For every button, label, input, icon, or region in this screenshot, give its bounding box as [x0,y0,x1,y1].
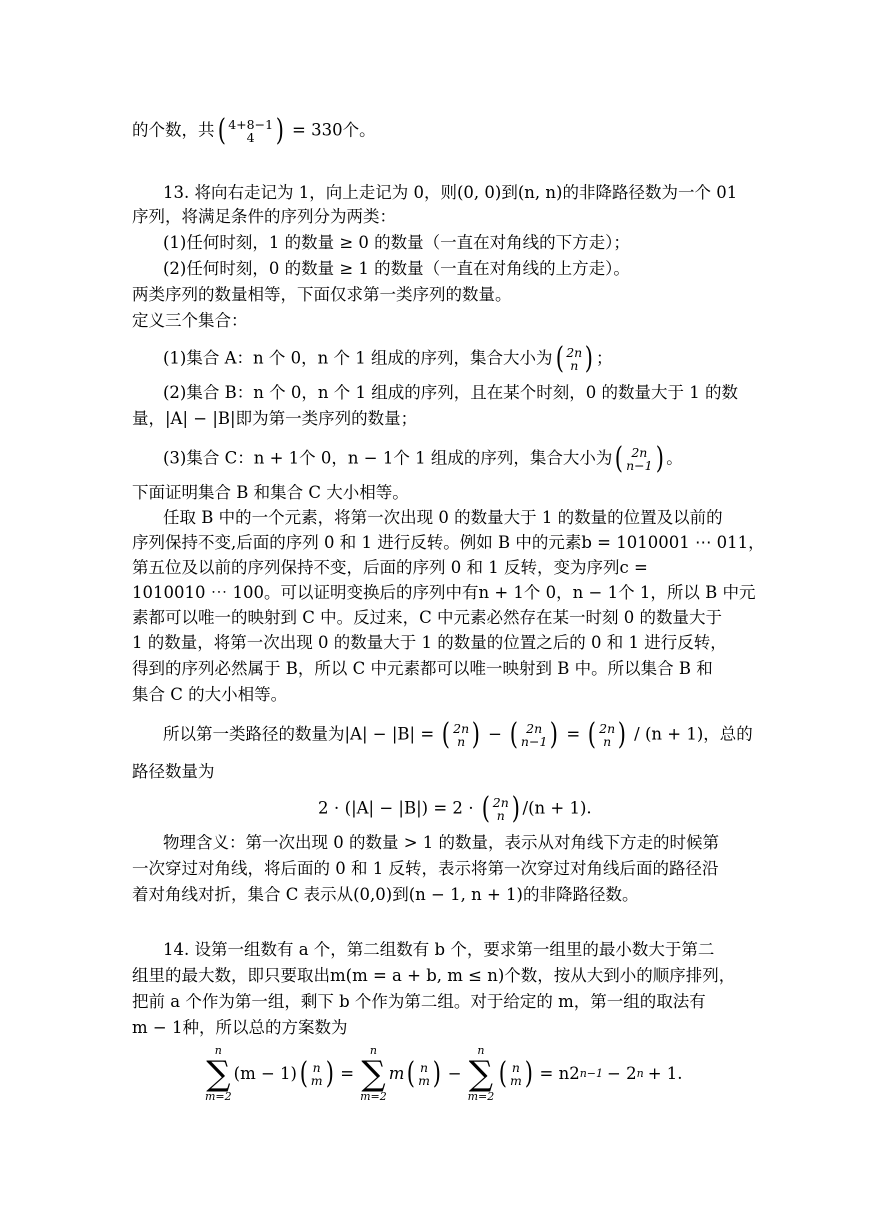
text-span: 素都可以唯一的映射到 C 中。反过来，C 中元素必然存在某一时刻 0 的数量大于 [132,608,722,627]
binom-bottom: m [418,1073,431,1088]
text-span: 路径数量为 [132,762,215,781]
text-span: / (n + 1)，总的 [634,724,753,744]
text-span: = n2 [539,1064,580,1083]
text-span: 得到的序列必然属于 B，所以 C 中元素都可以唯一映射到 B 中。所以集合 B 和 [132,659,713,678]
binom-bottom: m [509,1073,522,1088]
text-span: (2)任何时刻，0 的数量 ≥ 1 的数量（一直在对角线的上方走）。 [163,259,630,278]
binomial: ( 2n n ) [588,717,627,752]
display-formula [203,1046,683,1102]
sum-lower-limit: m=2 [205,1090,232,1103]
text-span: (3)集合 C：n + 1个 0，n − 1个 1 组成的序列，集合大小为 [163,448,613,468]
text-span: 1 的数量，将第一次出现 0 的数量大于 1 的数量的位置之后的 0 和 1 进行反转， [132,633,727,652]
sum-upper-limit: n [369,1044,377,1057]
binomial: ( 2n n ) [555,341,594,376]
text-line [163,507,723,529]
text-line [132,684,287,706]
binom-top: 2n [492,795,509,810]
text-span: 着对角线对折，集合 C 表示从(0,0)到(n − 1, n + 1)的非降路径数。 [132,885,639,904]
binom-bottom: n [496,808,505,823]
summation: n ∑ m=2 [360,1044,387,1103]
text-line [132,965,735,987]
binomial: ( 2n n ) [481,791,520,826]
text-span: 第五位及以前的序列保持不变，后面的序列 0 和 1 反转，变为序列c = [132,558,648,577]
text-span: ； [595,348,613,368]
text-span: 所以第一类路径的数量为|A| − |B| = [163,724,435,744]
sum-lower-limit: m=2 [360,1090,387,1103]
text-line [132,557,648,579]
binom-top: 2n [453,721,470,736]
exponent: n−1 [579,1067,604,1080]
text-span: 序列保持不变,后面的序列 0 和 1 进行反转。例如 B 中的元素b = 1010001 ⋯ 011， [132,533,765,552]
binomial: ( n m ) [299,1056,334,1091]
text-span: 量，|A| − |B|即为第一类序列的数量； [132,409,418,428]
text-span: (m − 1) [233,1064,297,1083]
text-span: /(n + 1). [522,798,592,818]
binomial: ( n m ) [407,1056,441,1091]
text-line [163,382,738,404]
text-span: + 1. [647,1064,683,1083]
text-span: − [488,724,502,744]
text-line [163,832,719,854]
text-span: 1010010 ⋯ 100。可以证明变换后的序列中有n + 1个 0，n − 1个 1，所以 B 中元 [132,583,756,602]
binom-top: 2n [526,721,543,736]
text-line [132,658,713,680]
text-line [132,532,765,554]
text-span: 定义三个集合： [132,311,248,330]
text-line [132,884,638,906]
text-span: 一次穿过对角线，将后面的 0 和 1 反转，表示将第一次穿过对角线后面的路径沿 [132,859,719,878]
text-span: 13. 将向右走记为 1，向上走记为 0，则(0, 0)到(n, n)的非降路径数为一个 01 [163,183,738,202]
text-span: 2 ⋅ (|A| − |B|) = 2 ⋅ [318,798,474,818]
text-line [132,482,409,504]
text-span: (2)集合 B：n 个 0，n 个 1 组成的序列，且在某个时刻，0 的数量大于 1 的数 [163,383,738,402]
text-span: 14. 设第一组数有 a 个，第二组数有 b 个，要求第一组里的最小数大于第二 [163,940,715,959]
text-line [163,717,753,752]
binomial: ( 2n n−1 ) [615,441,664,476]
text-span: = [566,724,581,744]
text-span: − [447,1064,462,1083]
text-line [132,858,718,880]
binom-bottom: n [570,358,579,373]
text-span: = [340,1064,355,1083]
text-line [132,991,706,1013]
text-line [163,341,613,376]
text-span: 任取 B 中的一个元素，将第一次出现 0 的数量大于 1 的数量的位置及以前的 [163,508,723,527]
binom-top: n [511,1060,520,1075]
text-span: 集合 C 的大小相等。 [132,685,288,704]
text-span: m [388,1064,405,1083]
text-span: 两类序列的数量相等，下面仅求第一类序列的数量。 [132,285,512,304]
binomial: ( 4+8−1 4 ) [217,113,284,148]
text-line [163,939,714,961]
text-line [132,206,396,228]
text-span: (1)任何时刻，1 的数量 ≥ 0 的数量（一直在对角线的下方走）； [163,233,630,252]
text-line [132,1017,347,1039]
exponent: n [636,1067,644,1080]
text-span: m − 1种，所以总的方案数为 [132,1018,348,1037]
text-line [132,607,722,629]
text-line [163,182,737,204]
text-span: 把前 a 个作为第一组，剩下 b 个作为第二组。对于给定的 m，第一组的取法有 [132,992,706,1011]
text-line [132,632,727,654]
binom-top: 2n [599,721,616,736]
text-span: 物理含义：第一次出现 0 的数量 > 1 的数量，表示从对角线下方走的时候第 [163,833,720,852]
text-line [132,761,215,783]
summation: n ∑ m=2 [467,1044,495,1103]
binomial: ( n m ) [498,1056,533,1091]
sum-lower-limit: m=2 [467,1090,495,1103]
binomial: ( 2n n ) [442,717,481,752]
binom-bottom: n [603,734,612,749]
binom-top: 4+8−1 [228,117,274,132]
text-span: 的个数，共 [132,120,215,140]
summation: n ∑ m=2 [205,1044,232,1103]
text-line [163,441,683,476]
text-span: 组里的最大数，即只要取出m(m = a + b, m ≤ n)个数，按从大到小的顺序排列， [132,966,736,985]
text-span: − 2 [607,1064,637,1083]
text-line [132,310,248,332]
text-line [132,113,376,148]
text-span: = 330个。 [292,120,376,140]
text-line [132,408,417,430]
text-line [132,284,512,306]
binom-bottom: n [457,734,466,749]
binom-bottom: m [310,1073,323,1088]
display-formula [318,791,592,826]
text-span: 。 [666,448,683,468]
text-line [163,258,630,280]
sum-upper-limit: n [214,1044,222,1057]
sum-upper-limit: n [477,1044,485,1057]
text-span: 序列，将满足条件的序列分为两类： [132,207,396,226]
text-line [132,582,755,604]
text-span: (1)集合 A：n 个 0，n 个 1 组成的序列，集合大小为 [163,348,553,368]
binomial: ( 2n n−1 ) [509,717,559,752]
binom-bottom: n−1 [520,734,548,749]
binom-bottom: 4 [246,130,255,145]
text-span: 下面证明集合 B 和集合 C 大小相等。 [132,483,409,502]
binom-top: 2n [631,445,648,460]
text-line [163,232,630,254]
binom-top: n [312,1060,321,1075]
binom-top: n [420,1060,429,1075]
binom-bottom: n−1 [626,458,653,473]
binom-top: 2n [566,345,583,360]
